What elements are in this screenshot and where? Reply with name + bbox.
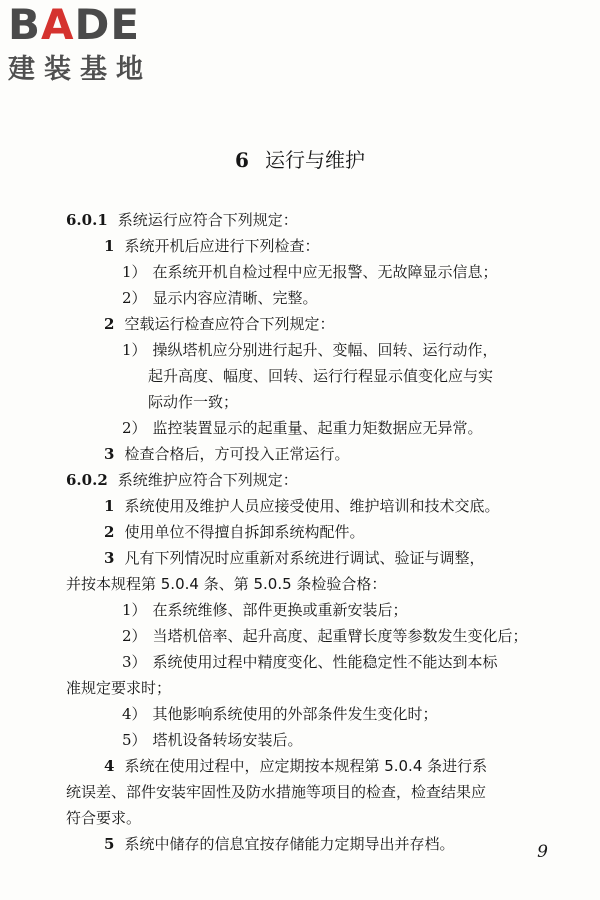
list-item: 1 系统使用及维护人员应接受使用、维护培训和技术交底。 bbox=[104, 497, 500, 515]
list-item: 3 检查合格后，方可投入正常运行。 bbox=[104, 445, 350, 463]
list-item: 3 凡有下列情况时应重新对系统进行调试、验证与调整， bbox=[104, 549, 485, 567]
text-line: 准规定要求时； bbox=[66, 679, 172, 697]
chapter-title bbox=[0, 146, 600, 174]
text-line: 符合要求。 bbox=[66, 809, 142, 827]
sub-list-item: 2） 监控装置显示的起重量、起重力矩数据应无异常。 bbox=[122, 419, 483, 437]
clause-6-0-2: 6.0.2 系统维护应符合下列规定： bbox=[66, 471, 298, 489]
sub-list-item: 1） 在系统开机自检过程中应无报警、无故障显示信息； bbox=[122, 263, 498, 281]
logo-chinese-text: 建装基地 bbox=[8, 54, 152, 85]
list-item: 5 系统中储存的信息宜按存储能力定期导出并存档。 bbox=[104, 835, 455, 853]
text-line: 并按本规程第 5.0.4 条、第 5.0.5 条检验合格： bbox=[66, 575, 387, 593]
clause-6-0-1: 6.0.1 系统运行应符合下列规定： bbox=[66, 211, 298, 229]
text-line: 起升高度、幅度、回转、运行行程显示值变化应与实 bbox=[148, 367, 494, 385]
list-item: 2 使用单位不得擅自拆卸系统构配件。 bbox=[104, 523, 365, 541]
chapter-heading: 运行与维护 bbox=[264, 148, 365, 172]
sub-list-item: 4） 其他影响系统使用的外部条件发生变化时； bbox=[122, 705, 438, 723]
page-number: 9 bbox=[537, 842, 548, 862]
chapter-number: 6 bbox=[235, 148, 249, 172]
sub-list-item: 2） 显示内容应清晰、完整。 bbox=[122, 289, 318, 307]
sub-list-item: 5） 塔机设备转场安装后。 bbox=[122, 731, 303, 749]
sub-list-item: 2） 当塔机倍率、起升高度、起重臂长度等参数发生变化后； bbox=[122, 627, 528, 645]
sub-list-item: 1） 操纵塔机应分别进行起升、变幅、回转、运行动作， bbox=[122, 341, 498, 359]
text-line: 际动作一致； bbox=[148, 393, 239, 411]
list-item: 1 系统开机后应进行下列检查： bbox=[104, 237, 320, 255]
list-item: 4 系统在使用过程中，应定期按本规程第 5.0.4 条进行系 bbox=[104, 757, 488, 775]
text-line: 统误差、部件安装牢固性及防水措施等项目的检查，检查结果应 bbox=[66, 783, 487, 801]
sub-list-item: 1） 在系统维修、部件更换或重新安装后； bbox=[122, 601, 408, 619]
sub-list-item: 3） 系统使用过程中精度变化、性能稳定性不能达到本标 bbox=[122, 653, 498, 671]
bade-logo bbox=[8, 0, 188, 94]
list-item: 2 空载运行检查应符合下列规定： bbox=[104, 315, 335, 333]
logo-wordmark: BADE bbox=[8, 0, 141, 49]
